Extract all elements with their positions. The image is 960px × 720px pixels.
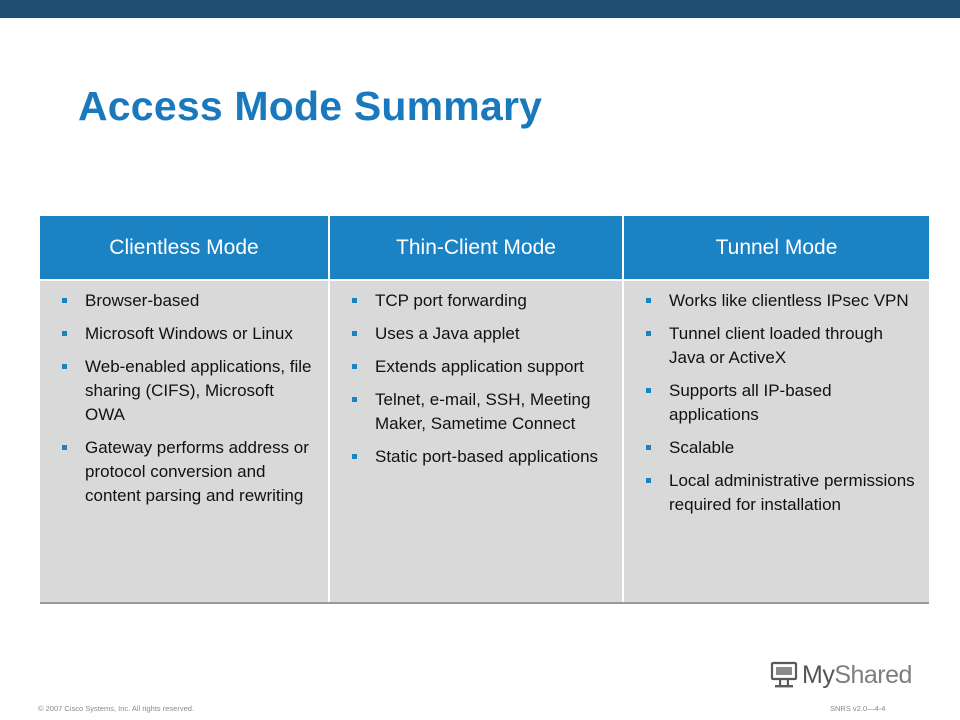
list-item: Browser-based [62,289,316,313]
list-item: TCP port forwarding [352,289,610,313]
list-item: Local administrative permissions required for installation [646,469,917,517]
header-thin-client-mode: Thin-Client Mode [328,216,624,279]
thin-client-mode-cell [328,279,624,602]
logo-text [802,661,912,690]
header-tunnel-mode: Tunnel Mode [624,216,929,279]
list-item: Tunnel client loaded through Java or ActiveX [646,322,917,370]
summary-table [40,216,929,604]
logo-text-my: My [802,660,835,689]
list-item: Scalable [646,436,917,460]
list-item: Gateway performs address or protocol conversion and content parsing and rewriting [62,436,316,508]
top-bar [0,0,960,18]
list-item: Extends application support [352,355,610,379]
list-item: Microsoft Windows or Linux [62,322,316,346]
thin-client-mode-list [352,289,610,469]
list-item: Static port-based applications [352,445,610,469]
tunnel-mode-list [646,289,917,517]
list-item: Telnet, e-mail, SSH, Meeting Maker, Sametime Connect [352,388,610,436]
list-item: Uses a Java applet [352,322,610,346]
slide-title: Access Mode Summary [78,83,543,129]
footer-copyright: © 2007 Cisco Systems, Inc. All rights reserved. [38,704,195,713]
clientless-mode-cell [40,279,328,602]
list-item: Supports all IP-based applications [646,379,917,427]
myshared-logo-icon [768,660,800,690]
list-item: Works like clientless IPsec VPN [646,289,917,313]
clientless-mode-list [62,289,316,508]
tunnel-mode-cell [624,279,929,602]
footer-course-id: SNRS v2.0—4-4 [830,704,886,713]
header-clientless-mode: Clientless Mode [40,216,328,279]
logo-text-shared: Shared [834,660,912,689]
list-item: Web-enabled applications, file sharing (CIFS), Microsoft OWA [62,355,316,427]
myshared-logo[interactable] [768,658,928,692]
